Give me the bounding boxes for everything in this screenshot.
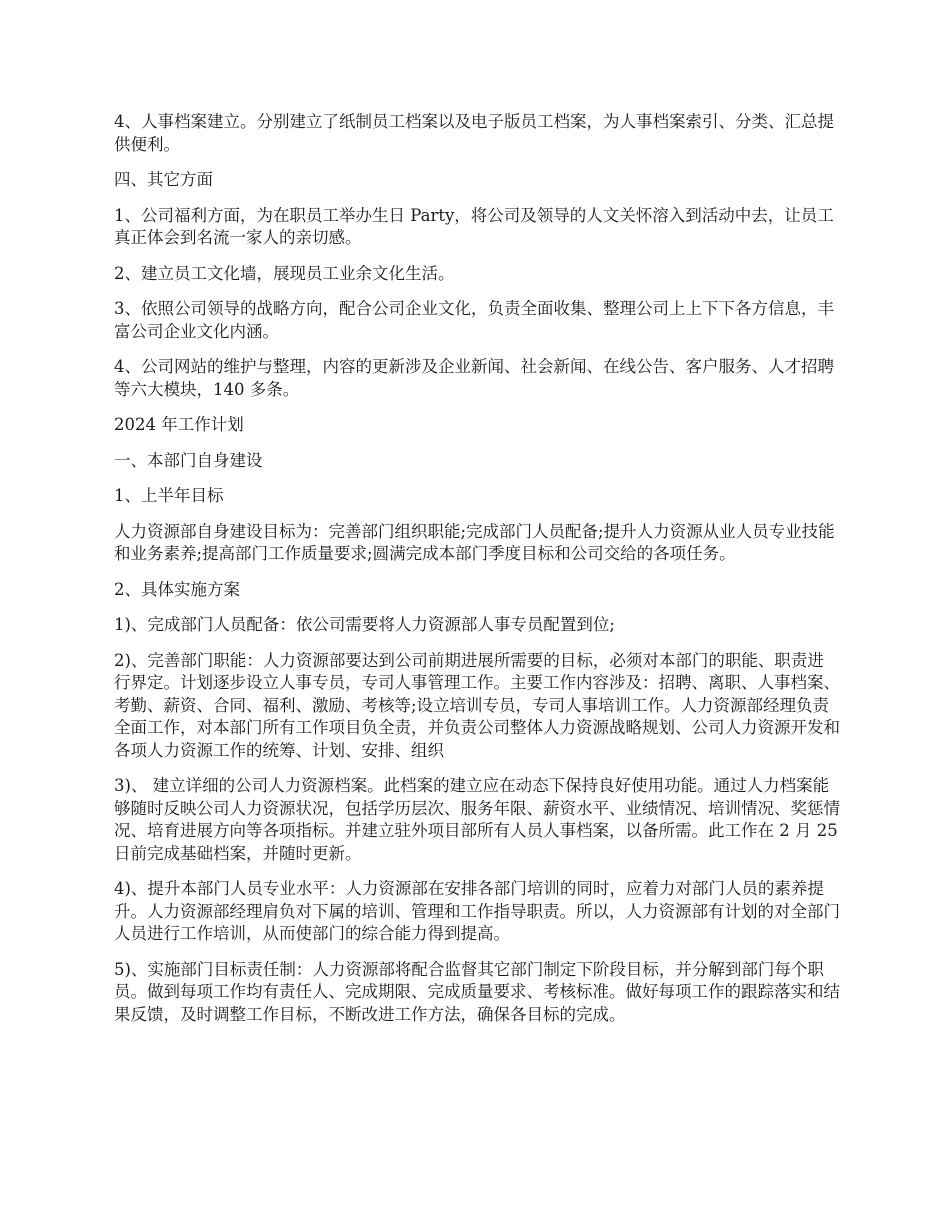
paragraph-hr-archive: 3)、 建立详细的公司人力资源档案。此档案的建立应在动态下保持良好使用功能。通过人力档案能够随时反映公司人力资源状况，包括学历层次、服务年限、薪资水平、业绩情况、培训情况、奖惩情况、培育进展方向等各项指标。并建立驻外项目部所有人员人事档案，以备所需。此工作在 2 月 25 日前完成基础档案，并随时更新。 <box>114 776 840 863</box>
paragraph-goal-description: 人力资源部自身建设目标为：完善部门组织职能;完成部门人员配备;提升人力资源从业人员专业技能和业务素养;提高部门工作质量要求;圆满完成本部门季度目标和公司交给的各项任务。 <box>114 521 835 563</box>
heading-department-building: 一、本部门自身建设 <box>114 450 263 470</box>
paragraph-personnel-archive: 4、人事档案建立。分别建立了纸制员工档案以及电子版员工档案，为人事档案索引、分类、汇总提供便利。 <box>114 112 834 154</box>
paragraph-welfare: 1、公司福利方面，为在职员工举办生日 Party，将公司及领导的人文关怀溶入到活动中去，让员工真正体会到名流一家人的亲切感。 <box>114 205 834 247</box>
paragraph-skill-improvement: 4)、提升本部门人员专业水平：人力资源部在安排各部门培训的同时，应着力对部门人员的素养提升。人力资源部经理肩负对下属的培训、管理和工作指导职责。所以，人力资源部有计划的对全部门人员进行工作培训，从而使部门的综合能力得到提高。 <box>114 879 840 943</box>
paragraph-functions: 2)、完善部门职能：人力资源部要达到公司前期进展所需要的目标，必须对本部门的职能、职责进行界定。计划逐步设立人事专员，专司人事管理工作。主要工作内容涉及：招聘、离职、人事档案、考勤、薪资、合同、福利、激励、考核等;设立培训专员，专司人事培训工作。人力资源部经理负责全面工作，对本部门所有工作项目负全责，并负责公司整体人力资源战略规划、公司人力资源开发和各项人力资源工作的统筹、计划、安排、组织 <box>114 650 840 760</box>
paragraph-staffing: 1)、完成部门人员配备：依公司需要将人力资源部人事专员配置到位; <box>114 615 615 634</box>
paragraph-corporate-culture: 3、依照公司领导的战略方向，配合公司企业文化，负责全面收集、整理公司上上下下各方信息，丰富公司企业文化内涵。 <box>114 299 834 341</box>
paragraph-website: 4、公司网站的维护与整理，内容的更新涉及企业新闻、社会新闻、在线公告、客户服务、人才招聘等六大模块，140 多条。 <box>114 357 834 399</box>
heading-implementation: 2、具体实施方案 <box>114 579 240 599</box>
heading-first-half-goal: 1、上半年目标 <box>114 486 224 505</box>
heading-work-plan: 2024 年工作计划 <box>114 415 244 434</box>
paragraph-culture-wall: 2、建立员工文化墙，展现员工业余文化生活。 <box>114 263 455 283</box>
heading-other-aspects: 四、其它方面 <box>114 170 213 189</box>
paragraph-responsibility-system: 5)、实施部门目标责任制：人力资源部将配合监督其它部门制定下阶段目标，并分解到部门每个职员。做到每项工作均有责任人、完成期限、完成质量要求、考核标准。做好每项工作的跟踪落实和结果反馈，及时调整工作目标，不断改进工作方法，确保各目标的完成。 <box>114 959 840 1024</box>
